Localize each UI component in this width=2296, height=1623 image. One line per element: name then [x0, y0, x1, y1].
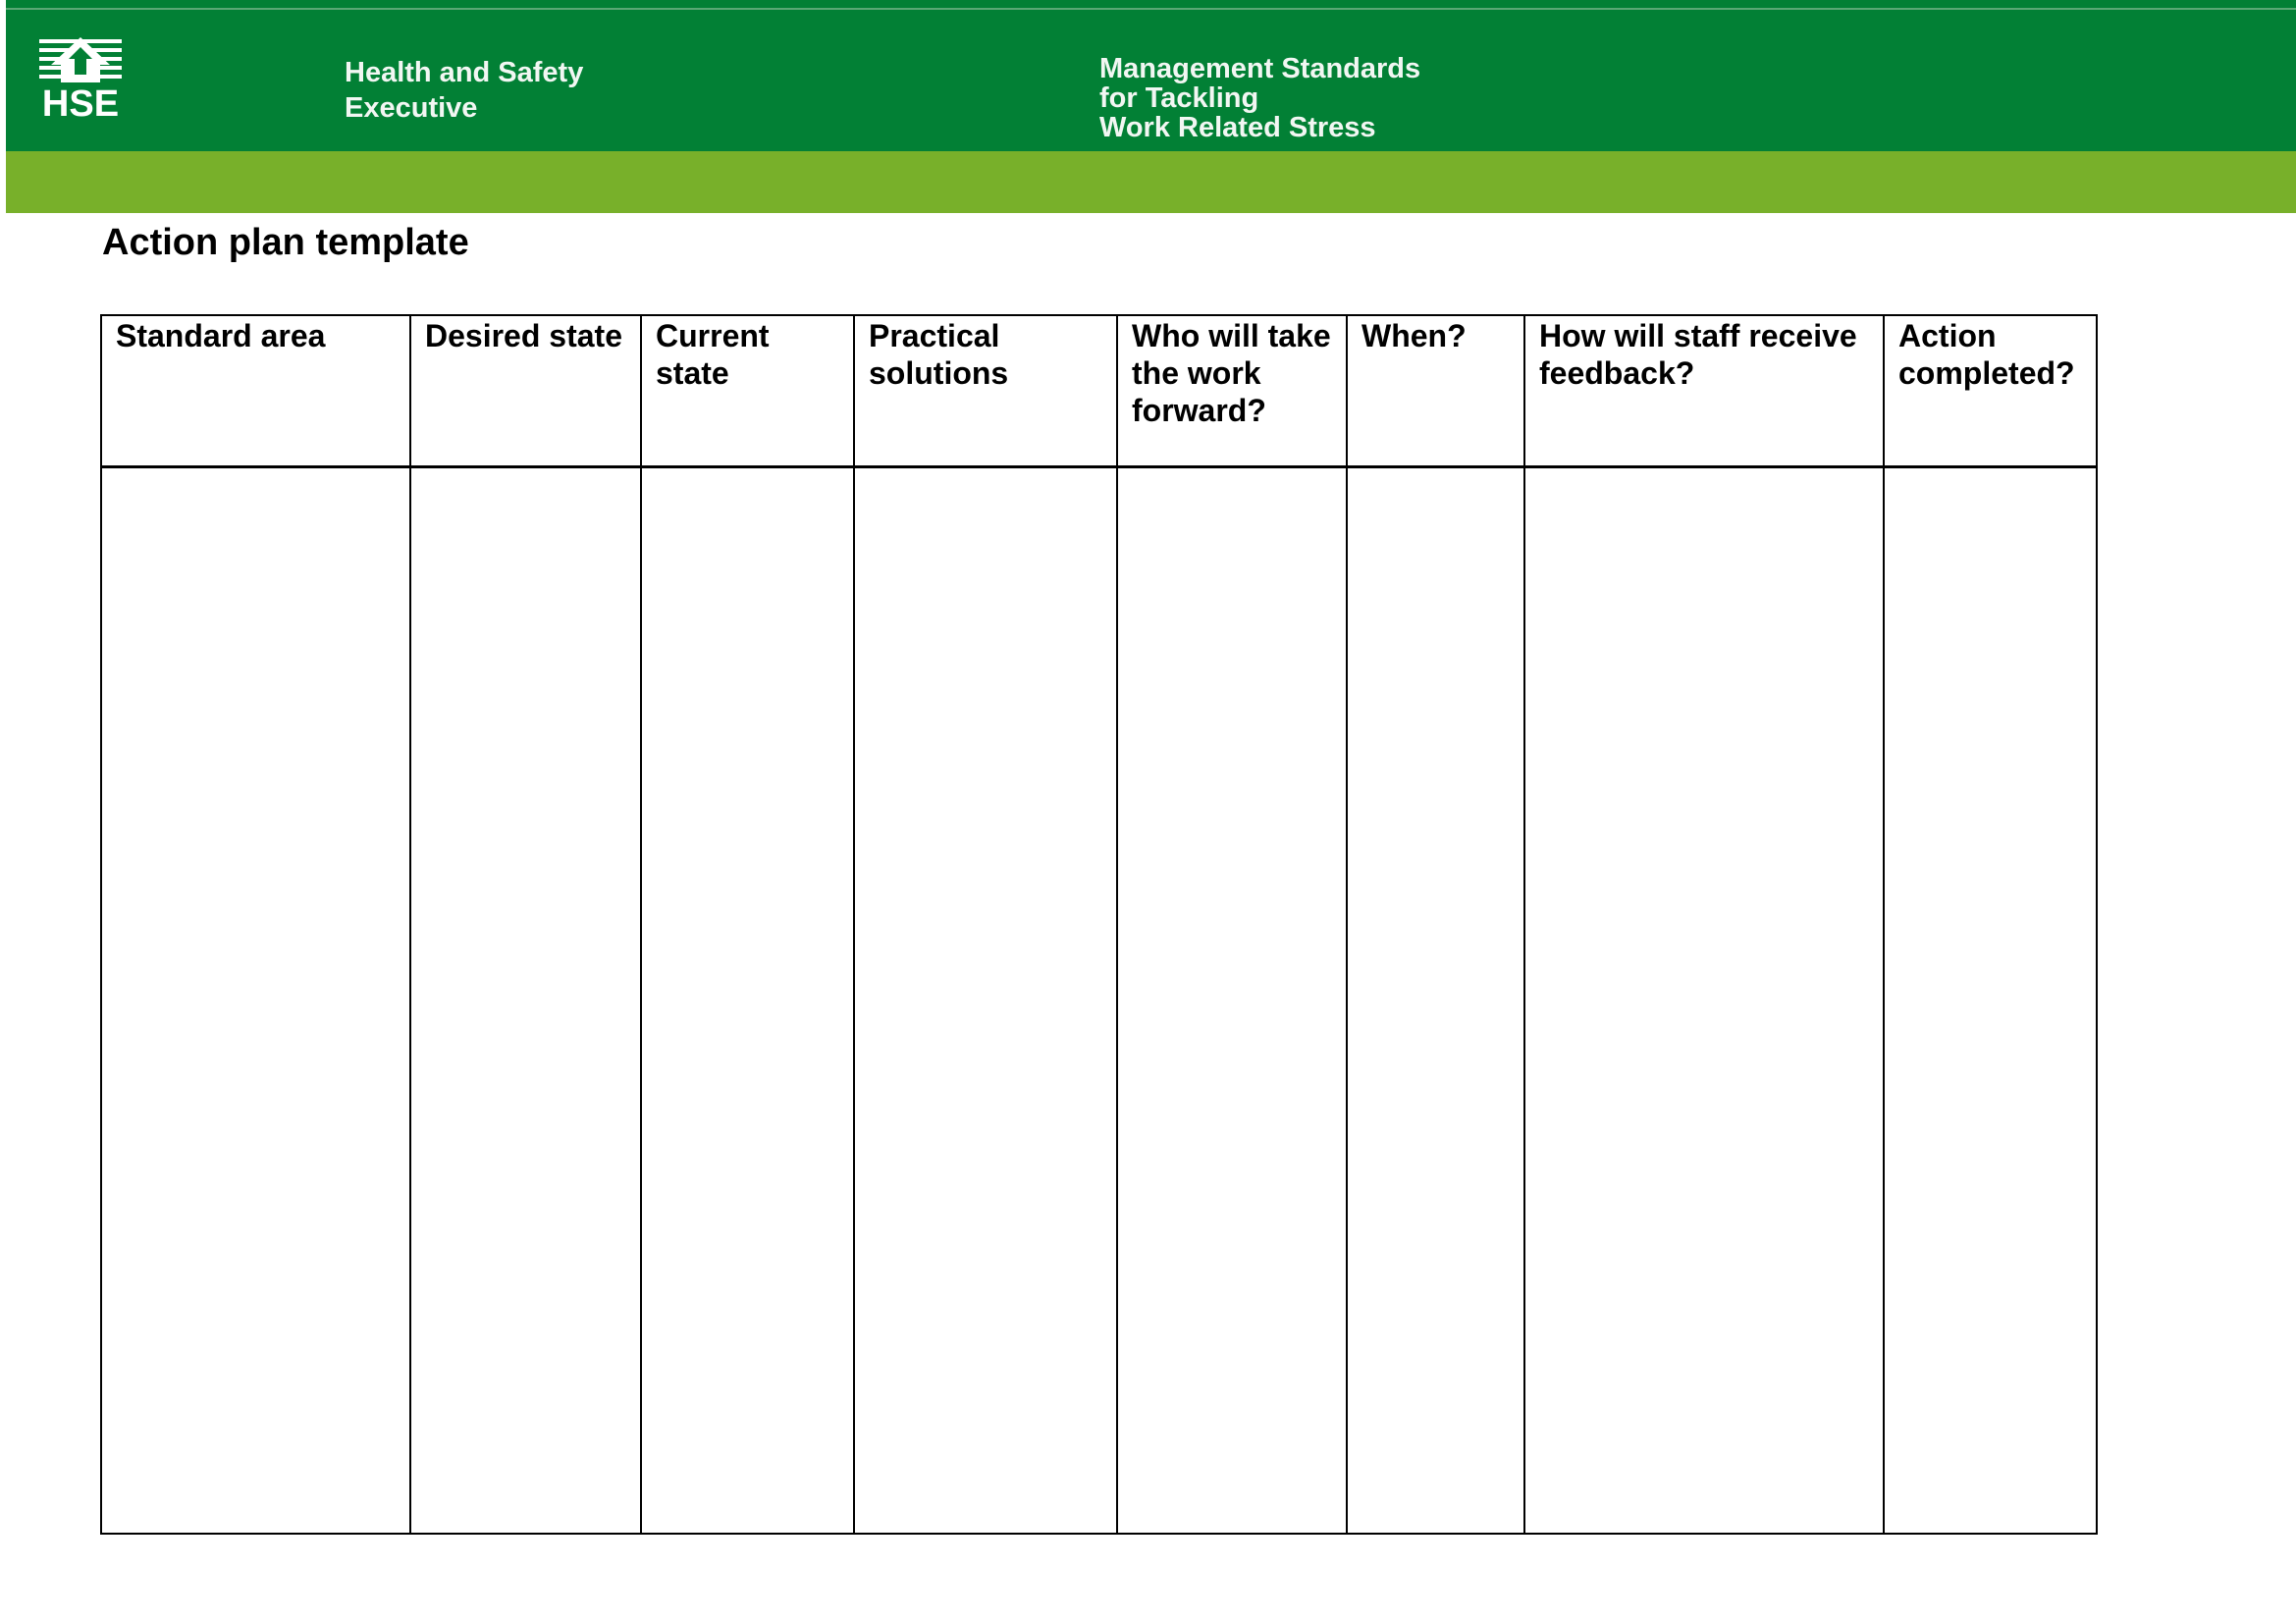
cell-standard-area[interactable]: [101, 467, 410, 1535]
organisation-name: [345, 55, 583, 126]
series-title-line-3: Work Related Stress: [1099, 112, 1376, 143]
column-header-staff-feedback: How will staff receive feedback?: [1524, 315, 1884, 467]
column-header-practical-solutions: Practical solutions: [854, 315, 1117, 467]
column-header-desired-state: Desired state: [410, 315, 641, 467]
table-row: [101, 467, 2097, 1535]
cell-current-state[interactable]: [641, 467, 854, 1535]
cell-who-will-take-work-forward[interactable]: [1117, 467, 1347, 1535]
column-header-standard-area: Standard area: [101, 315, 410, 467]
hse-logo-text: HSE: [41, 83, 120, 125]
table-header-row: [101, 315, 2097, 467]
cell-action-completed[interactable]: [1884, 467, 2097, 1535]
column-header-current-state: Current state: [641, 315, 854, 467]
cell-when[interactable]: [1347, 467, 1524, 1535]
action-plan-table: [100, 314, 2098, 1535]
column-header-action-completed: Action completed?: [1884, 315, 2097, 467]
organisation-name-line-2: Executive: [345, 92, 478, 124]
column-header-who-will-take-work-forward: Who will take the work forward?: [1117, 315, 1347, 467]
cell-staff-feedback[interactable]: [1524, 467, 1884, 1535]
organisation-name-line-1: Health and Safety: [345, 57, 584, 88]
series-title-line-2: for Tackling: [1099, 82, 1259, 114]
header-accent-band: [6, 151, 2296, 213]
header-divider-line: [6, 8, 2296, 10]
cell-desired-state[interactable]: [410, 467, 641, 1535]
column-header-when: When?: [1347, 315, 1524, 467]
page-title: Action plan template: [102, 222, 469, 263]
series-title-line-1: Management Standards: [1099, 53, 1421, 84]
cell-practical-solutions[interactable]: [854, 467, 1117, 1535]
series-title: [1099, 54, 1420, 142]
